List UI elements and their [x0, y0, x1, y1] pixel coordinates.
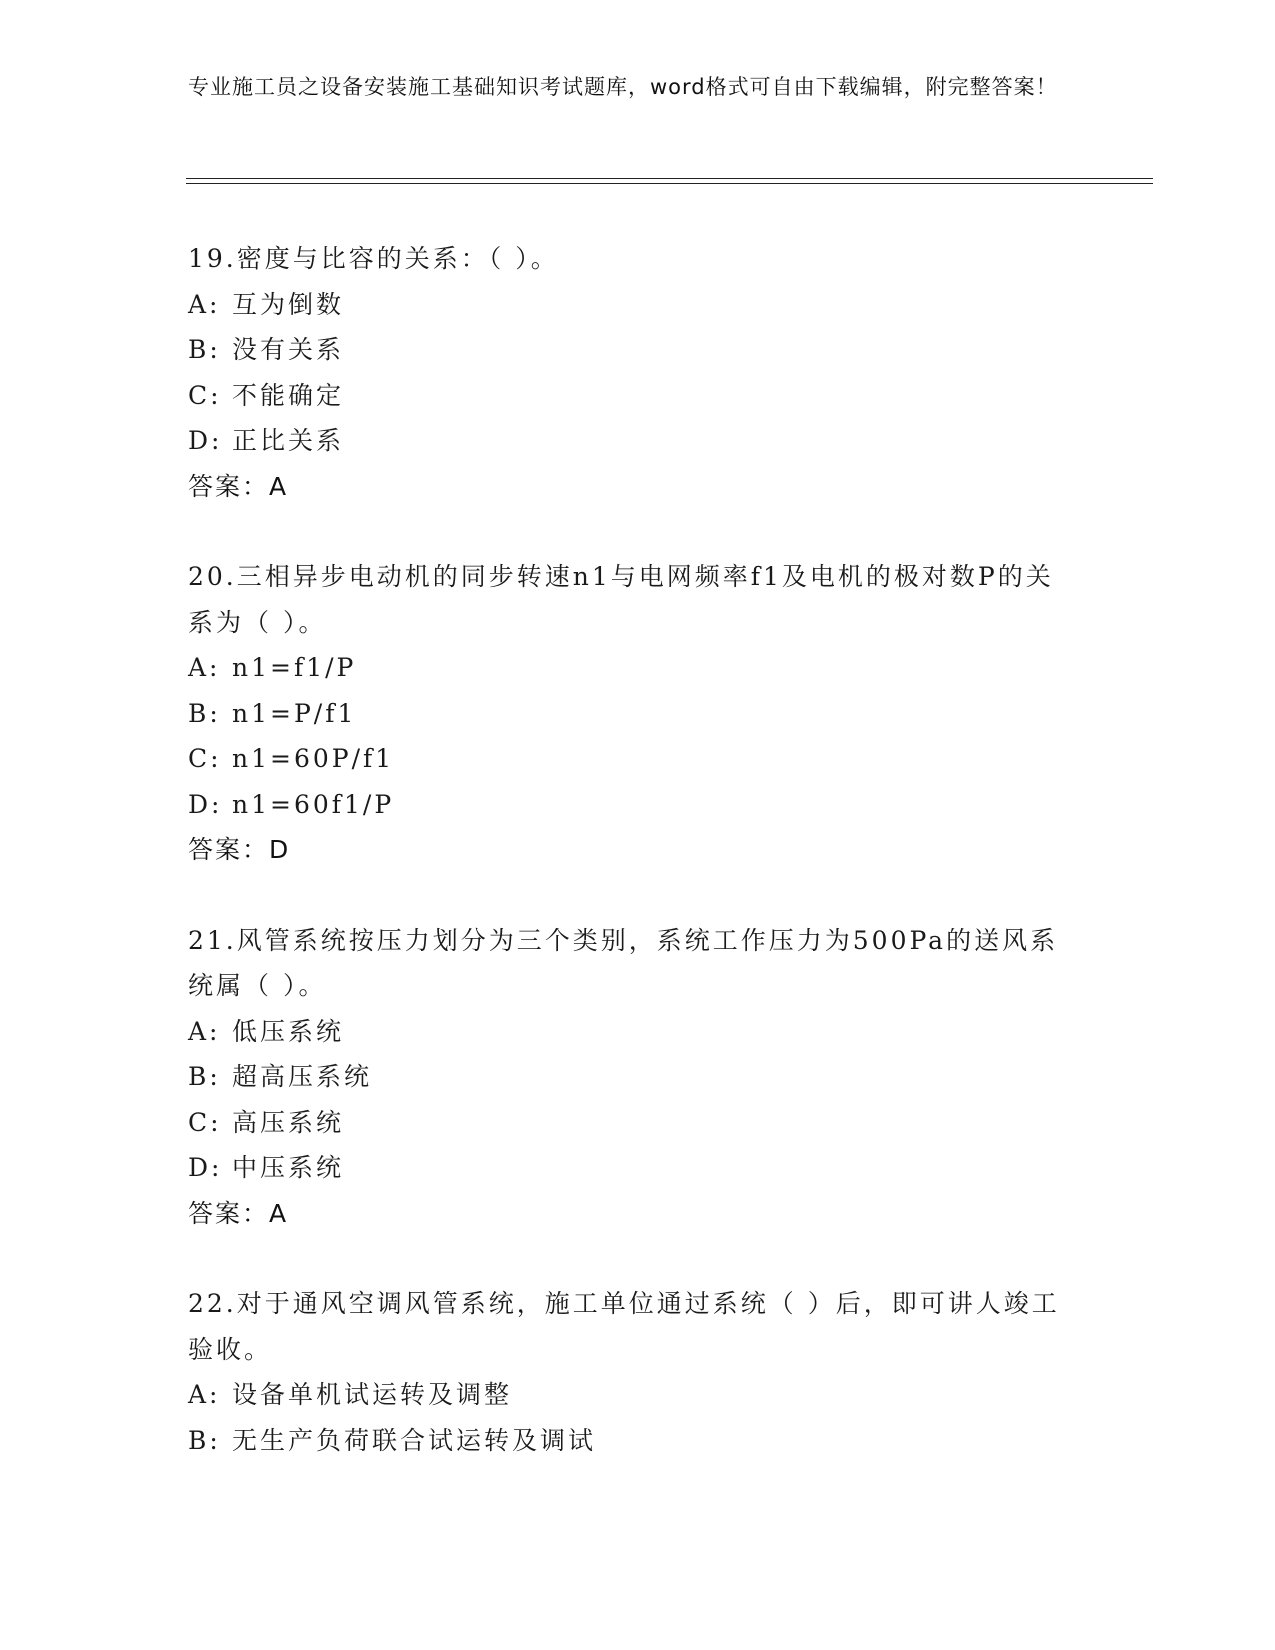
option-a: [188, 1009, 1088, 1055]
option-key: C:: [188, 380, 222, 410]
option-text: n1=60f1/P: [232, 789, 395, 819]
option-b: [188, 691, 1088, 737]
question-21: [188, 918, 1088, 1237]
option-text: 设备单机试运转及调整: [232, 1380, 513, 1409]
question-text: 20.三相异步电动机的同步转速n1与电网频率f1及电机的极对数P的关系为（ ）。: [188, 562, 1054, 637]
question-text: 22.对于通风空调风管系统，施工单位通过系统（ ）后，即可讲人竣工验收。: [188, 1289, 1060, 1364]
option-text: n1=f1/P: [232, 653, 357, 682]
option-c: [188, 373, 1088, 419]
option-b: [188, 1054, 1088, 1100]
question-text: 19.密度与比容的关系：（ ）。: [188, 244, 559, 273]
option-text: 正比关系: [232, 426, 345, 455]
option-b: [188, 1418, 1088, 1464]
answer-line: 答案：A: [188, 1198, 289, 1228]
option-d: [188, 782, 1088, 828]
option-text: 没有关系: [232, 335, 345, 364]
option-key: B:: [188, 698, 221, 728]
option-key: A:: [188, 1380, 221, 1409]
option-text: 无生产负荷联合试运转及调试: [232, 1425, 597, 1455]
option-key: B:: [188, 335, 221, 364]
question-text: 21.风管系统按压力划分为三个类别，系统工作压力为500Pa的送风系统属（ ）。: [188, 925, 1059, 1000]
option-text: 不能确定: [232, 380, 345, 410]
option-key: A:: [188, 289, 221, 319]
option-text: n1=P/f1: [232, 698, 357, 728]
option-c: [188, 736, 1088, 782]
option-key: A:: [188, 653, 221, 682]
option-text: n1=60P/f1: [232, 744, 395, 773]
option-d: [188, 1145, 1088, 1191]
header-divider-top: [186, 178, 1153, 179]
option-key: C:: [188, 1107, 222, 1137]
option-text: 超高压系统: [232, 1062, 373, 1091]
option-c: [188, 1100, 1088, 1146]
option-text: 高压系统: [232, 1107, 345, 1137]
question-20: [188, 554, 1088, 873]
document-header: 专业施工员之设备安装施工基础知识考试题库，word格式可自由下载编辑，附完整答案！: [188, 75, 1058, 99]
option-key: C:: [188, 744, 222, 773]
question-list: [188, 236, 1088, 1463]
option-b: [188, 327, 1088, 373]
option-d: [188, 418, 1088, 464]
option-key: B:: [188, 1062, 221, 1091]
answer-line: 答案：D: [188, 835, 291, 864]
option-text: 低压系统: [232, 1016, 345, 1046]
option-key: D:: [188, 789, 223, 819]
option-key: B:: [188, 1425, 221, 1455]
question-19: [188, 236, 1088, 509]
answer-line: 答案：A: [188, 471, 289, 501]
option-a: [188, 645, 1088, 691]
option-a: [188, 282, 1088, 328]
option-key: D:: [188, 1153, 223, 1182]
option-key: A:: [188, 1016, 221, 1046]
option-text: 互为倒数: [232, 289, 345, 319]
question-22: [188, 1281, 1088, 1463]
header-divider-bottom: [186, 183, 1153, 184]
option-a: [188, 1372, 1088, 1418]
option-text: 中压系统: [232, 1153, 345, 1182]
option-key: D:: [188, 426, 223, 455]
